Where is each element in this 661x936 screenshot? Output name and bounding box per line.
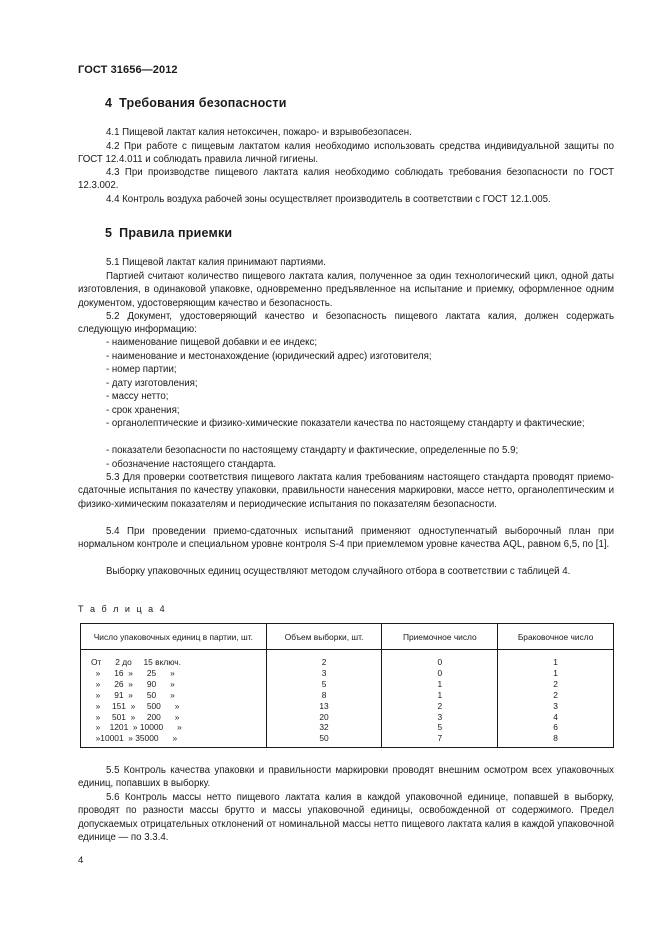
page-number: 4	[78, 855, 84, 866]
table-cell: 32	[266, 722, 382, 733]
table-cell: 20	[266, 712, 382, 723]
section-5-heading	[105, 226, 232, 240]
table-cell: 1	[382, 690, 498, 701]
table-row	[81, 650, 614, 668]
para-4-3: 4.3 При производстве пищевого лактата калия необходимо соблюдать требования безопасности по ГОСТ 12.3.002.	[78, 167, 614, 192]
table-cell: 3	[498, 701, 614, 712]
table-cell: 7	[382, 733, 498, 747]
para-4-1: 4.1 Пищевой лактат калия нетоксичен, пожаро- и взрывобезопасен.	[106, 127, 412, 138]
table-cell: » 26 » 90 »	[81, 679, 267, 690]
table-row	[81, 668, 614, 679]
list-item: - показатели безопасности по настоящему стандарту и фактические, определенные по 5.9;	[106, 445, 519, 456]
column-header: Приемочное число	[382, 624, 498, 650]
section-5-number: 5	[105, 226, 113, 240]
table-header-row	[81, 624, 614, 650]
list-item: - массу нетто;	[106, 391, 169, 402]
list-item: - обозначение настоящего стандарта.	[106, 459, 277, 470]
table-cell: 2	[498, 690, 614, 701]
table-cell: 0	[382, 668, 498, 679]
table-row	[81, 679, 614, 690]
table-cell: 3	[382, 712, 498, 723]
para-4-2: 4.2 При работе с пищевым лактатом калия необходимо использовать средства индивидуальной защиты по ГОСТ 12.4.011 и соблюдать правила личной гигиены.	[78, 141, 614, 166]
table-cell: 8	[498, 733, 614, 747]
table-cell: 8	[266, 690, 382, 701]
list-item: - наименование и местонахождение (юридический адрес) изготовителя;	[106, 351, 432, 362]
list-item: - номер партии;	[106, 364, 177, 375]
table-cell: 6	[498, 722, 614, 733]
table-cell: 5	[382, 722, 498, 733]
para-4-4: 4.4 Контроль воздуха рабочей зоны осуществляет производитель в соответствии с ГОСТ 12.1.005.	[106, 194, 551, 205]
table-cell: 50	[266, 733, 382, 747]
list-item: - дату изготовления;	[106, 378, 198, 389]
table-cell: 5	[266, 679, 382, 690]
para-5-1: 5.1 Пищевой лактат калия принимают партиями.	[106, 257, 326, 268]
column-header: Браковочное число	[498, 624, 614, 650]
para-5-4-sampling: Выборку упаковочных единиц осуществляют методом случайного отбора в соответствии с таблицей 4.	[106, 566, 571, 577]
para-5-2: 5.2 Документ, удостоверяющий качество и безопасность пищевого лактата калия, должен содержать следующую информацию:	[78, 311, 614, 336]
table-4	[80, 623, 614, 748]
table-cell: » 501 » 200 »	[81, 712, 267, 723]
table-cell: » 1201 » 10000 »	[81, 722, 267, 733]
table-cell: От 2 до 15 включ.	[81, 650, 267, 668]
section-4-number: 4	[105, 96, 113, 110]
table-cell: 13	[266, 701, 382, 712]
table-row	[81, 701, 614, 712]
table-cell: 2	[266, 650, 382, 668]
table-4-caption: Т а б л и ц а 4	[78, 604, 167, 614]
list-item: - срок хранения;	[106, 405, 180, 416]
para-5-3: 5.3 Для проверки соответствия пищевого лактата калия требованиям настоящего стандарта проводят приемо-сдаточные испытания по качеству упаковки, правильности нанесения маркировки, массе нетто, органолептическим и физико-химическим показателям и периодические испытания по показателям безопасности.	[78, 472, 614, 510]
table-cell: 4	[498, 712, 614, 723]
para-5-4: 5.4 При проведении приемо-сдаточных испытаний применяют одноступенчатый выборочный план при нормальном контроле и специальном уровне контроля S-4 при приемлемом уровне качества AQL, равном 6,5, по [1].	[78, 526, 614, 551]
list-item: - наименование пищевой добавки и ее индекс;	[106, 337, 318, 348]
column-header: Объем выборки, шт.	[266, 624, 382, 650]
table-row	[81, 712, 614, 723]
para-5-6: 5.6 Контроль массы нетто пищевого лактата калия в каждой упаковочной единице, попавшей в выборку, проводят по разности массы брутто и массы упаковочной единицы, освобожденной от содержимого. Предел допускаемых отрицательных отклонений от номинальной массы нетто пищевого лактата калия в каждой упаковочной единице — по 3.3.4.	[78, 792, 614, 844]
table-cell: »10001 » 35000 »	[81, 733, 267, 747]
table-cell: 1	[498, 668, 614, 679]
section-4-title: Требования безопасности	[119, 96, 287, 110]
list-item: - органолептические и физико-химические показатели качества по настоящему стандарту и фактические;	[106, 418, 585, 429]
section-5-title: Правила приемки	[119, 226, 233, 240]
table-row	[81, 733, 614, 747]
column-header: Число упаковочных единиц в партии, шт.	[81, 624, 267, 650]
table-cell: 1	[498, 650, 614, 668]
table-cell: » 91 » 50 »	[81, 690, 267, 701]
para-5-5: 5.5 Контроль качества упаковки и правильности маркировки проводят внешним осмотром всех упаковочных единиц, попавших в выборку.	[78, 765, 614, 790]
table-cell: » 16 » 25 »	[81, 668, 267, 679]
para-5-1-lot: Партией считают количество пищевого лактата калия, полученное за один технологический цикл, одной даты изготовления, в одинаковой упаковке, одновременно предъявленное на испытание и приемку, оформленное одним документом, удостоверяющим качество и безопасность.	[78, 271, 614, 309]
table-cell: 2	[382, 701, 498, 712]
table-row	[81, 722, 614, 733]
table-cell: 1	[382, 679, 498, 690]
document-header: ГОСТ 31656—2012	[78, 64, 178, 76]
table-cell: » 151 » 500 »	[81, 701, 267, 712]
table-cell: 3	[266, 668, 382, 679]
table-cell: 2	[498, 679, 614, 690]
table-row	[81, 690, 614, 701]
table-cell: 0	[382, 650, 498, 668]
section-4-heading	[105, 96, 287, 110]
